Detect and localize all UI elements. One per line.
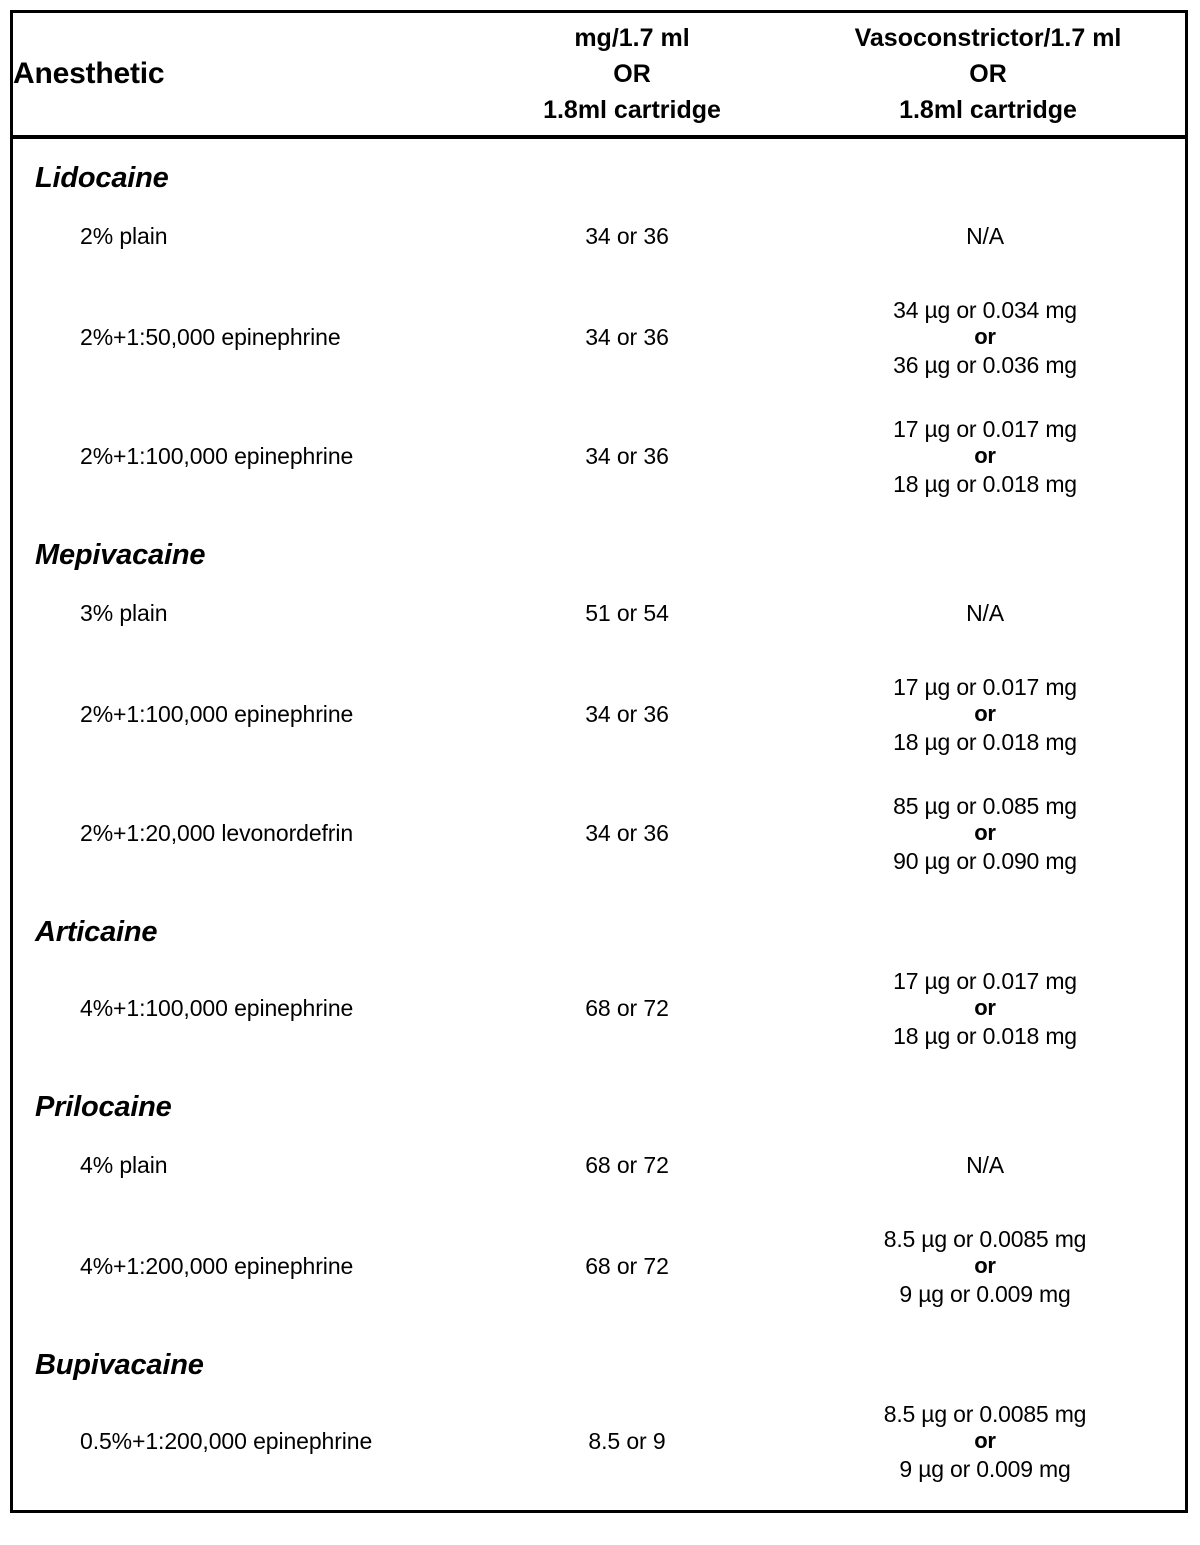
column-header-mg-line-2: OR bbox=[613, 60, 651, 88]
anesthetic-group-title: Bupivacaine bbox=[35, 1349, 204, 1381]
cell-vasoconstrictor-per-cartridge bbox=[791, 278, 1185, 397]
cell-mg-per-cartridge: 8.5 or 9 bbox=[588, 1428, 666, 1454]
vasoconstrictor-value-line-2: 9 µg or 0.009 mg bbox=[899, 1280, 1071, 1307]
column-header-mg-line-3: 1.8ml cartridge bbox=[543, 96, 721, 124]
vasoconstrictor-or-separator: or bbox=[974, 1428, 996, 1454]
vasoconstrictor-value-line-1: 85 µg or 0.085 mg bbox=[893, 793, 1077, 820]
cell-vasoconstrictor-per-cartridge bbox=[791, 397, 1185, 516]
vasoconstrictor-or-separator: or bbox=[974, 995, 996, 1021]
vasoconstrictor-value-line-1: N/A bbox=[966, 1152, 1004, 1178]
column-header-vaso-line-2: OR bbox=[969, 60, 1007, 88]
cell-anesthetic-formulation: 2%+1:100,000 epinephrine bbox=[80, 701, 354, 727]
cell-vasoconstrictor-per-cartridge bbox=[791, 774, 1185, 893]
table-row bbox=[13, 397, 1185, 516]
vasoconstrictor-value-line-1: 34 µg or 0.034 mg bbox=[893, 297, 1077, 324]
cell-mg-per-cartridge: 51 or 54 bbox=[585, 600, 669, 626]
cell-mg-per-cartridge: 68 or 72 bbox=[585, 1152, 669, 1178]
table-row bbox=[13, 1124, 1185, 1207]
vasoconstrictor-or-separator: or bbox=[974, 443, 996, 469]
anesthetic-dosage-table-container bbox=[10, 10, 1188, 1513]
anesthetic-group-title: Mepivacaine bbox=[35, 539, 206, 571]
vasoconstrictor-or-separator: or bbox=[974, 701, 996, 727]
column-header-anesthetic: Anesthetic bbox=[13, 13, 473, 137]
cell-mg-per-cartridge: 34 or 36 bbox=[585, 820, 669, 846]
table-body bbox=[13, 137, 1185, 1545]
table-row bbox=[13, 655, 1185, 774]
table-row bbox=[13, 1382, 1185, 1501]
anesthetic-group-row bbox=[13, 893, 1185, 949]
column-header-mg-per-cartridge bbox=[473, 13, 791, 137]
vasoconstrictor-value-line-2: 90 µg or 0.090 mg bbox=[893, 847, 1077, 874]
cell-vasoconstrictor-per-cartridge bbox=[791, 1124, 1185, 1207]
cell-vasoconstrictor-per-cartridge bbox=[791, 1207, 1185, 1326]
table-row bbox=[13, 278, 1185, 397]
vasoconstrictor-or-separator: or bbox=[974, 324, 996, 350]
cell-anesthetic-formulation: 0.5%+1:200,000 epinephrine bbox=[80, 1428, 373, 1454]
cell-mg-per-cartridge: 34 or 36 bbox=[585, 324, 669, 350]
cell-mg-per-cartridge: 34 or 36 bbox=[585, 443, 669, 469]
vasoconstrictor-value-line-1: 8.5 µg or 0.0085 mg bbox=[883, 1401, 1087, 1428]
anesthetic-dosage-table bbox=[13, 13, 1185, 1545]
table-row bbox=[13, 1207, 1185, 1326]
anesthetic-group-cell bbox=[13, 1326, 1185, 1382]
vasoconstrictor-value-line-1: N/A bbox=[966, 223, 1004, 249]
cell-mg-per-cartridge: 34 or 36 bbox=[585, 701, 669, 727]
cell-vasoconstrictor-per-cartridge bbox=[791, 195, 1185, 278]
vasoconstrictor-value-line-1: 17 µg or 0.017 mg bbox=[893, 416, 1077, 443]
cell-anesthetic-formulation: 2%+1:20,000 levonordefrin bbox=[80, 820, 354, 846]
vasoconstrictor-value-line-2: 9 µg or 0.009 mg bbox=[899, 1455, 1071, 1482]
vasoconstrictor-value-line-2: 36 µg or 0.036 mg bbox=[893, 351, 1077, 378]
cell-vasoconstrictor-per-cartridge bbox=[791, 949, 1185, 1068]
table-row bbox=[13, 774, 1185, 893]
vasoconstrictor-value-line-2: 18 µg or 0.018 mg bbox=[893, 1022, 1077, 1049]
cell-mg-per-cartridge: 68 or 72 bbox=[585, 1253, 669, 1279]
column-header-vaso-line-1: Vasoconstrictor/1.7 ml bbox=[854, 24, 1122, 52]
anesthetic-group-row bbox=[13, 516, 1185, 572]
vasoconstrictor-or-separator: or bbox=[974, 820, 996, 846]
anesthetic-group-title: Articaine bbox=[35, 916, 158, 948]
anesthetic-group-title: Prilocaine bbox=[35, 1091, 172, 1123]
table-header bbox=[13, 13, 1185, 137]
cell-vasoconstrictor-per-cartridge bbox=[791, 572, 1185, 655]
vasoconstrictor-value-line-1: 17 µg or 0.017 mg bbox=[893, 674, 1077, 701]
anesthetic-group-cell bbox=[13, 893, 1185, 949]
table-row bbox=[13, 195, 1185, 278]
column-header-mg-line-1: mg/1.7 ml bbox=[574, 24, 690, 52]
anesthetic-group-cell bbox=[13, 1068, 1185, 1124]
cell-anesthetic-formulation: 2%+1:100,000 epinephrine bbox=[80, 443, 354, 469]
vasoconstrictor-value-line-1: N/A bbox=[966, 600, 1004, 626]
anesthetic-group-row bbox=[13, 1068, 1185, 1124]
cell-anesthetic-formulation: 4%+1:200,000 epinephrine bbox=[80, 1253, 354, 1279]
table-row bbox=[13, 949, 1185, 1068]
table-header-row bbox=[13, 13, 1185, 137]
cell-anesthetic-formulation: 4% plain bbox=[80, 1152, 168, 1178]
column-header-vaso-line-3: 1.8ml cartridge bbox=[899, 96, 1077, 124]
table-bottom-spacer bbox=[13, 1501, 1185, 1545]
cell-vasoconstrictor-per-cartridge bbox=[791, 1382, 1185, 1501]
cell-anesthetic-formulation: 2%+1:50,000 epinephrine bbox=[80, 324, 341, 350]
table-row bbox=[13, 572, 1185, 655]
cell-anesthetic-formulation: 2% plain bbox=[80, 223, 168, 249]
cell-mg-per-cartridge: 34 or 36 bbox=[585, 223, 669, 249]
table-bottom-spacer-cell bbox=[13, 1501, 1185, 1545]
anesthetic-group-row bbox=[13, 1326, 1185, 1382]
anesthetic-group-title: Lidocaine bbox=[35, 162, 169, 194]
anesthetic-group-row bbox=[13, 137, 1185, 195]
vasoconstrictor-value-line-1: 8.5 µg or 0.0085 mg bbox=[883, 1226, 1087, 1253]
cell-anesthetic-formulation: 4%+1:100,000 epinephrine bbox=[80, 995, 354, 1021]
column-header-vasoconstrictor-per-cartridge bbox=[791, 13, 1185, 137]
vasoconstrictor-value-line-2: 18 µg or 0.018 mg bbox=[893, 728, 1077, 755]
anesthetic-group-cell bbox=[13, 516, 1185, 572]
cell-anesthetic-formulation: 3% plain bbox=[80, 600, 168, 626]
anesthetic-group-cell bbox=[13, 137, 1185, 195]
vasoconstrictor-value-line-2: 18 µg or 0.018 mg bbox=[893, 470, 1077, 497]
cell-mg-per-cartridge: 68 or 72 bbox=[585, 995, 669, 1021]
vasoconstrictor-or-separator: or bbox=[974, 1253, 996, 1279]
vasoconstrictor-value-line-1: 17 µg or 0.017 mg bbox=[893, 968, 1077, 995]
cell-vasoconstrictor-per-cartridge bbox=[791, 655, 1185, 774]
